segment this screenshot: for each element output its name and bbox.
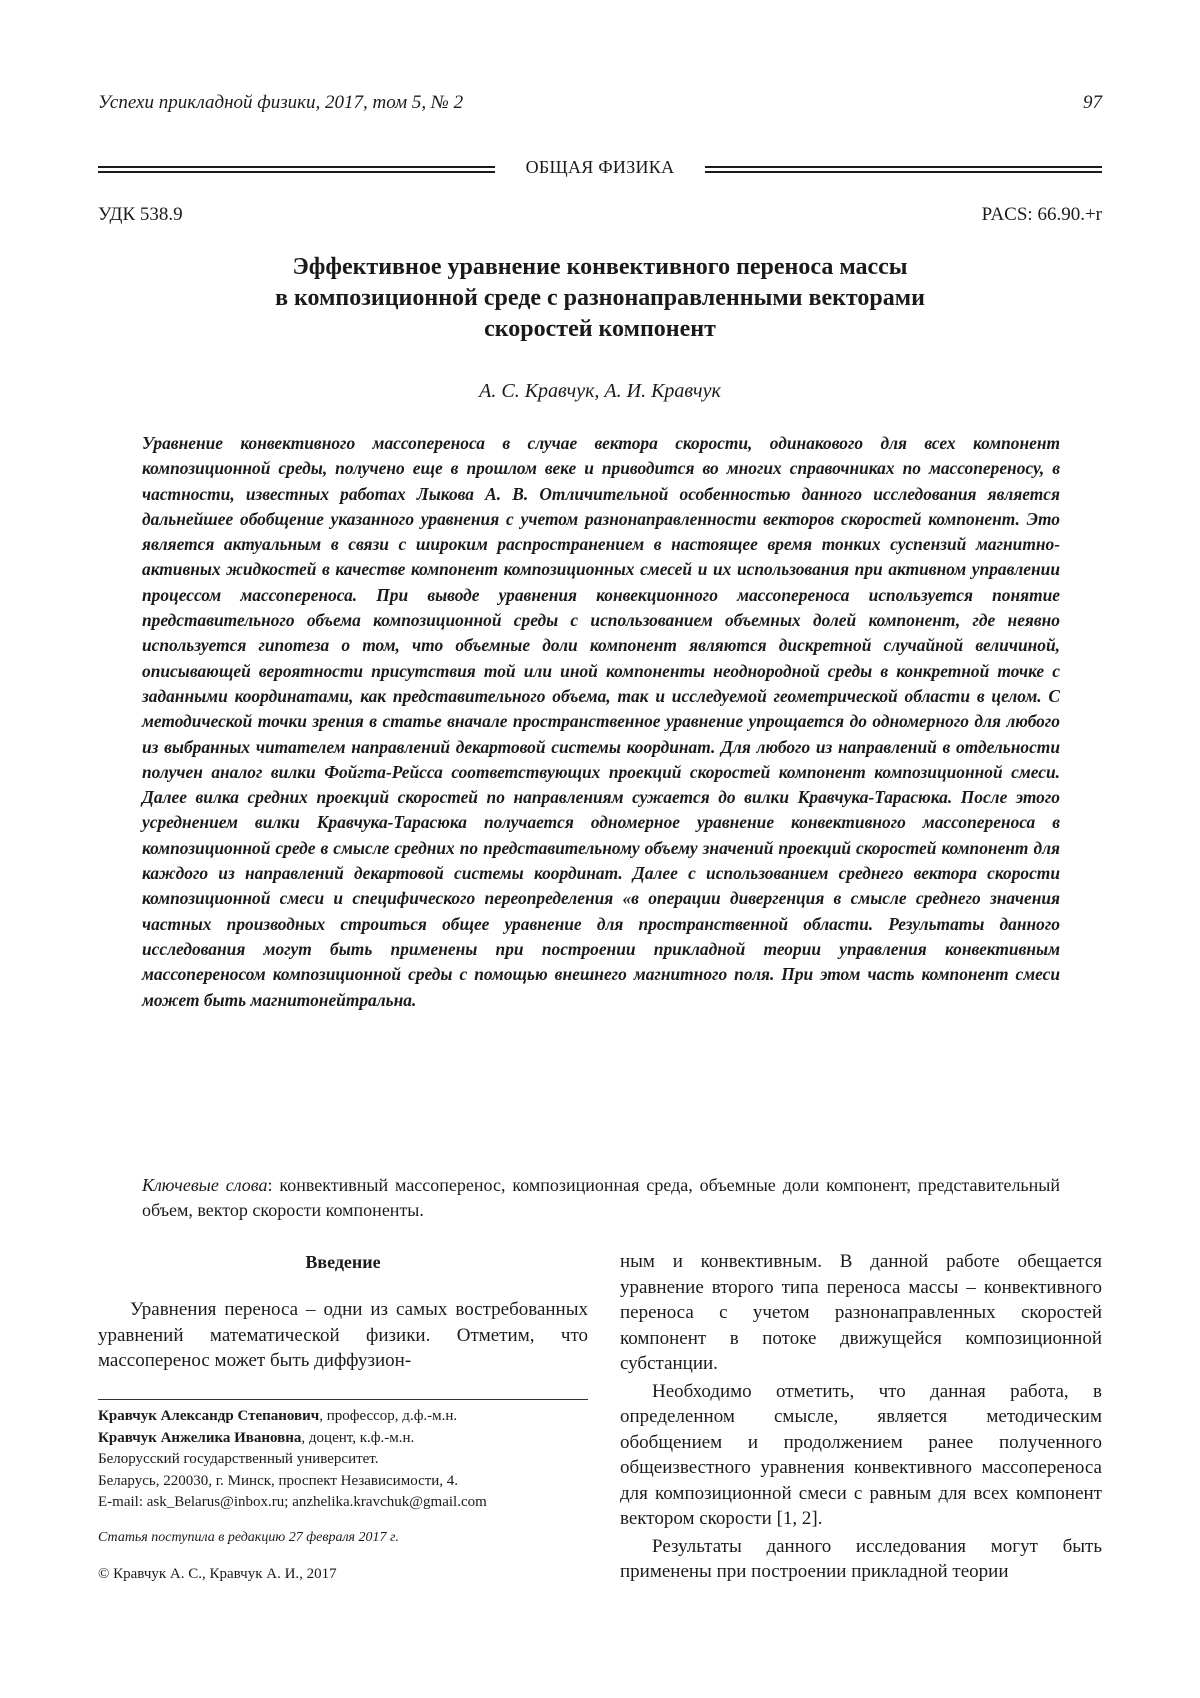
journal-title: Успехи прикладной физики, 2017, том 5, № 2 <box>98 92 464 113</box>
author-2-info: , доцент, к.ф.-м.н. <box>301 1429 415 1446</box>
author-1-name: Кравчук Александр Степанович <box>98 1408 320 1424</box>
intro-paragraph-left: Уравнения переноса – одни из самых востребованных уравнений математической физики. Отметим, что массоперенос может быть диффузион- <box>98 1299 588 1371</box>
title-line-2: в композиционной среде с разнонаправленными векторами <box>275 285 925 311</box>
received-date: Статья поступила в редакцию 27 февраля 2017 г. <box>98 1530 399 1545</box>
section-rule-right <box>705 166 1102 173</box>
title-line-1: Эффективное уравнение конвективного переноса массы <box>292 254 908 280</box>
author-footnote <box>98 1406 598 1514</box>
page-number: 97 <box>1083 92 1102 113</box>
keywords <box>142 1173 1060 1223</box>
intro-paragraph-right-2: Необходимо отметить, что данная работа, в определенном смысле, является методическим обобщением и продолжением ранее полученного общеизвестного уравнения конвективного массопереноса для композиционной смеси с равным для всех компонент вектором скорости [1, 2]. <box>620 1380 1102 1529</box>
title-line-3: скоростей компонент <box>484 316 716 342</box>
author-1-info: , профессор, д.ф.-м.н. <box>319 1408 458 1424</box>
keywords-label: Ключевые слова <box>142 1175 268 1195</box>
section-rule-left <box>98 166 495 173</box>
intro-right-column <box>620 1249 1102 1585</box>
footnote-address: Беларусь, 220030, г. Минск, проспект Независимости, 4. <box>98 1472 459 1489</box>
footnote-divider <box>98 1399 588 1400</box>
authors: А. С. Кравчук, А. И. Кравчук <box>479 380 721 402</box>
author-2-name: Кравчук Анжелика Ивановна <box>98 1429 302 1446</box>
footnote-email: E-mail: ask_Belarus@inbox.ru; anzhelika.kravchuk@gmail.com <box>98 1494 487 1510</box>
section-title: ОБЩАЯ ФИЗИКА <box>525 157 675 177</box>
section-header <box>98 157 1102 180</box>
abstract: Уравнение конвективного массопереноса в случае вектора скорости, одинакового для всех компонент композиционной среды, получено еще в прошлом веке и приводится во многих справочниках по массопереносу, в частности, известных работах Лыкова А. В. Отличительной особенностью данного исследования является дальнейшее обобщение указанного уравнения с учетом разнонаправленности векторов скоростей компонент. Это является актуальным в связи с широким распространением в настоящее время тонких суспензий магнитно-активных жидкостей в качестве компонент композиционных смесей и их использования при активном управлении процессом массопереноса. При выводе уравнения конвекционного массопереноса используется понятие представительного объема композиционной среды с использованием объемных долей компонент, где неявно используется гипотеза о том, что объемные доли компонент являются дискретной случайной величиной, описывающей вероятности присутствия той или иной компоненты неоднородной среды в конкретной точке с заданными координатами, как представительного объема, так и исследуемой геометрической области в целом. С методической точки зрения в статье вначале пространственное уравнение упрощается до одномерного для любого из выбранных читателем направлений декартовой системы координат. Для любого из направлений в отдельности получен аналог вилки Фойгта-Рейсса соответствующих проекций скоростей компонент композиционной смеси. Далее вилка средних проекций скоростей по направлениям сужается до вилки Кравчука-Тарасюка. После этого усреднением вилки Кравчука-Тарасюка получается одномерное уравнение конвективного массопереноса в композиционной среде в смысле средних по представительному объему значений проекций скоростей компонент для каждого из направлений декартовой системы координат. Далее с использованием среднего вектора скорости композиционной смеси и специфического переопределения «в операции дивергенция в смысле среднего значения частных производных строиться общее уравнение для пространственной области. Результаты данного исследования могут быть применены при построении прикладной теории управления конвективным массопереносом композиционной среды с помощью внешнего магнитного поля. При этом часть компонент смеси может быть магнитонейтральна. <box>142 433 1060 1010</box>
keywords-text: : конвективный массоперенос, композиционная среда, объемные доли компонент, представительный объем, вектор скорости компоненты. <box>142 1175 1060 1220</box>
footnote-author-2 <box>98 1428 598 1450</box>
paper-title <box>160 252 1040 345</box>
footnote-affiliation: Белорусский государственный университет. <box>98 1451 379 1467</box>
copyright: © Кравчук А. С., Кравчук А. И., 2017 <box>98 1566 337 1582</box>
intro-heading: Введение <box>305 1252 381 1272</box>
udc-code: УДК 538.9 <box>98 204 183 225</box>
footnote-author-1 <box>98 1406 598 1428</box>
intro-paragraph-right-3: Результаты данного исследования могут быть применены при построении прикладной теории <box>620 1535 1102 1582</box>
pacs-code: PACS: 66.90.+r <box>981 204 1102 225</box>
intro-paragraph-right-1: ным и конвективным. В данной работе обещается уравнение второго типа переноса массы – конвективного переноса с учетом разнонаправленных скоростей компонент в потоке движущейся композиционной субстанции. <box>620 1251 1102 1374</box>
